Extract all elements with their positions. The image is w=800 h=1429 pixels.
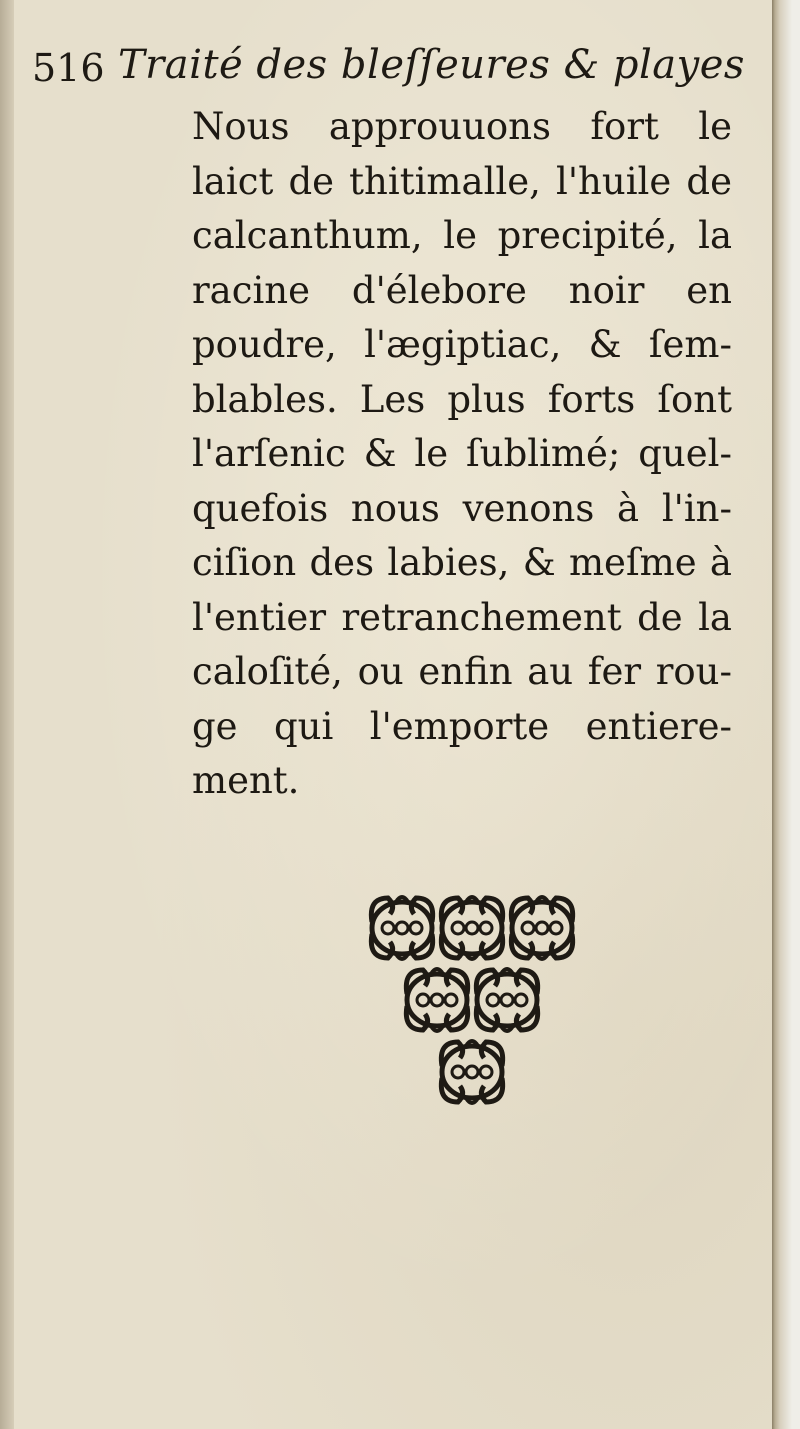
running-head: Traité des bleſſeures & playes (118, 42, 745, 88)
text-line: caloſité, ou enfin au fer rou- (192, 650, 732, 693)
page-number: 516 (32, 46, 105, 90)
text-line: l'entier retranchement de la (192, 595, 732, 639)
fleuron-ornament-icon (362, 888, 582, 1110)
text-line: l'arſenic & le ſublimé; quel- (192, 432, 732, 475)
page-left-edge (0, 0, 14, 1429)
page-gutter-edge (772, 0, 800, 1429)
text-line: Nous approuuons fort le (192, 105, 732, 148)
text-line: racine d'élebore noir en (192, 268, 732, 312)
body-text (192, 100, 732, 809)
text-line: poudre, l'ægiptiac, & ſem- (192, 323, 732, 366)
text-line: calcanthum, le precipité, la (192, 214, 732, 257)
text-line: ment. (192, 759, 300, 802)
text-line: laict de thitimalle, l'huile de (192, 159, 732, 203)
text-line: ciſion des labies, & meſme à (192, 541, 732, 584)
text-line: blables. Les plus forts ſont (192, 377, 732, 421)
page-header (32, 42, 745, 102)
text-line: quefois nous venons à l'in- (192, 486, 732, 530)
text-line: ge qui l'emporte entiere- (192, 704, 732, 748)
